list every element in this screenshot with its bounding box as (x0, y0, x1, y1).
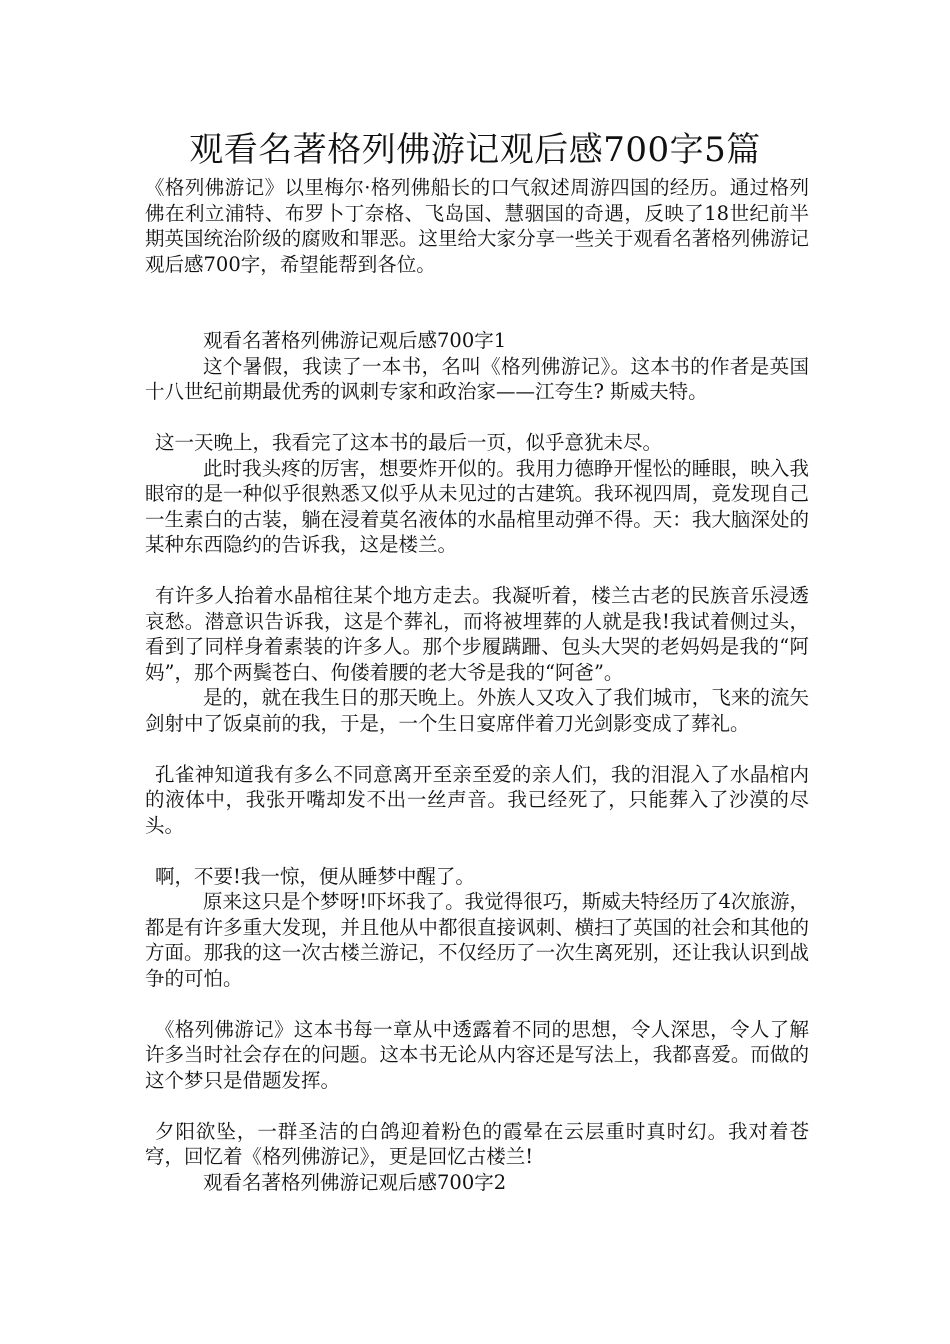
paragraph: 有许多人抬着水晶棺往某个地方走去。我凝听着，楼兰古老的民族音乐浸透哀愁。潜意识告诉我，这是个葬礼，而将被埋葬的人就是我!我试着侧过头，看到了同样身着素装的许多人。那个步履蹒跚、包头大哭的老妈妈是我的“阿妈”，那个两鬓苍白、佝偻着腰的老大爷是我的“阿爸”。 (145, 584, 809, 684)
intro-paragraph: 《格列佛游记》以里梅尔·格列佛船长的口气叙述周游四国的经历。通过格列佛在利立浦特、布罗卜丁奈格、飞岛国、慧骃国的奇遇，反映了18世纪前半期英国统治阶级的腐败和罪恶。这里给大家分享一些关于观看名著格列佛游记观后感700字，希望能帮到各位。 (145, 176, 809, 276)
spacer (145, 277, 809, 303)
paragraph: 孔雀神知道我有多么不同意离开至亲至爱的亲人们，我的泪混入了水晶棺内的液体中，我张开嘴却发不出一丝声音。我已经死了，只能葬入了沙漠的尽头。 (145, 762, 809, 837)
paragraph: 夕阳欲坠，一群圣洁的白鸽迎着粉色的霞晕在云层重时真时幻。我对着苍穹，回忆着《格列佛游记》，更是回忆古楼兰! (145, 1119, 809, 1168)
paragraph: 这个暑假，我读了一本书，名叫《格列佛游记》。这本书的作者是英国十八世纪前期最优秀的讽刺专家和政治家——江夸生? 斯威夫特。 (145, 354, 809, 403)
paragraph: 此时我头疼的厉害，想要炸开似的。我用力德睁开惺忪的睡眼，映入我眼帘的是一种似乎很熟悉又似乎从未见过的古建筑。我环视四周，竟发现自己一生素白的古装，躺在浸着莫名液体的水晶棺里动弹不得。天：我大脑深处的某种东西隐约的告诉我，这是楼兰。 (145, 456, 809, 556)
paragraph: 啊，不要!我一惊，便从睡梦中醒了。 (155, 864, 475, 888)
paragraph: 是的，就在我生日的那天晚上。外族人又攻入了我们城市，飞来的流矢剑射中了饭桌前的我，于是，一个生日宴席伴着刀光剑影变成了葬礼。 (145, 686, 809, 735)
spacer (145, 405, 809, 431)
paragraph: 《格列佛游记》这本书每一章从中透露着不同的思想，令人深思，令人了解许多当时社会存在的问题。这本书无论从内容还是写法上，我都喜爱。而做的这个梦只是借题发挥。 (145, 1017, 809, 1092)
paragraph: 原来这只是个梦呀!吓坏我了。我觉得很巧，斯威夫特经历了4次旅游，都是有许多重大发现，并且他从中都很直接讽刺、横扫了英国的社会和其他的方面。那我的这一次古楼兰游记，不仅经历了一次生离死别，还让我认识到战争的可怕。 (145, 890, 809, 990)
spacer (145, 558, 809, 584)
section-heading-2: 观看名著格列佛游记观后感700字2 (203, 1170, 507, 1194)
document-title: 观看名著格列佛游记观后感700字5篇 (189, 130, 761, 170)
spacer (145, 736, 809, 762)
spacer (145, 838, 809, 864)
spacer (145, 991, 809, 1017)
spacer (145, 1093, 809, 1119)
section-heading-1: 观看名著格列佛游记观后感700字1 (203, 329, 507, 352)
document-body (145, 175, 809, 1195)
spacer (145, 303, 809, 329)
paragraph: 这一天晚上，我看完了这本书的最后一页，似乎意犹未尽。 (155, 431, 663, 454)
